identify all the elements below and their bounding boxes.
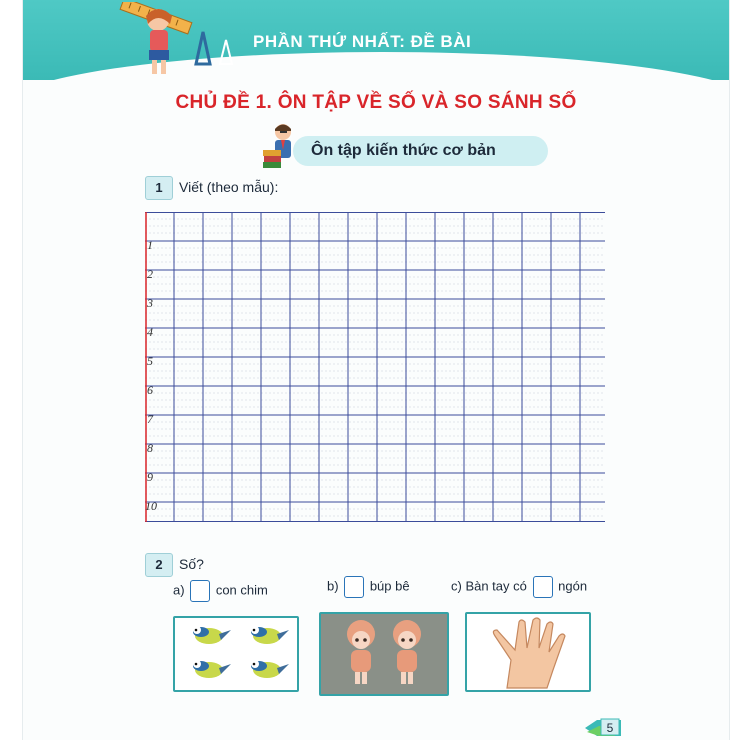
item-c-prefix: c) Bàn tay có xyxy=(451,578,527,594)
grid-row-label: 4 xyxy=(147,325,153,339)
grid-row-label: 10 xyxy=(145,499,157,513)
grid-row-label: 8 xyxy=(147,441,153,455)
two-dolls-illustration xyxy=(321,614,447,694)
open-hand-illustration xyxy=(467,614,589,690)
question-1-number: 1 xyxy=(145,176,173,200)
four-birds-illustration xyxy=(175,618,297,690)
section-title: Ôn tập kiến thức cơ bản xyxy=(311,142,496,159)
hand-picture-frame xyxy=(465,612,591,692)
question-1-prompt: Viết (theo mẫu): xyxy=(179,179,279,195)
grid-row-label: 6 xyxy=(147,383,153,397)
topic-title: CHỦ ĐỀ 1. ÔN TẬP VỀ SỐ VÀ SO SÁNH SỐ xyxy=(175,92,577,113)
grid-row-label: 3 xyxy=(147,296,153,310)
item-c-answer-box[interactable] xyxy=(533,576,553,598)
bird-icon xyxy=(193,660,231,678)
doll-icon xyxy=(347,620,375,684)
item-b-suffix: búp bê xyxy=(369,578,410,594)
item-b xyxy=(327,576,410,598)
item-c xyxy=(451,576,587,598)
item-a-answer-box[interactable] xyxy=(190,580,210,602)
grid-row-label: 5 xyxy=(147,354,153,368)
grid-row-label: 9 xyxy=(147,470,153,484)
birds-picture-frame xyxy=(173,616,299,692)
bird-icon xyxy=(251,660,289,678)
section-heading xyxy=(283,134,548,168)
item-b-prefix: b) xyxy=(327,578,339,594)
doll-icon xyxy=(393,620,421,684)
item-a-prefix: a) xyxy=(173,582,185,598)
item-b-answer-box[interactable] xyxy=(344,576,364,598)
item-c-suffix: ngón xyxy=(558,578,588,594)
teacher-with-books-icon xyxy=(261,120,301,170)
item-a-suffix: con chim xyxy=(215,582,268,598)
question-2-number: 2 xyxy=(145,553,173,577)
question-2-prompt: Số? xyxy=(179,556,204,572)
item-a xyxy=(173,580,268,602)
grid-row-label: 2 xyxy=(147,267,153,281)
bird-icon xyxy=(251,626,289,644)
header-banner xyxy=(23,0,729,80)
girl-with-ruler-illustration xyxy=(118,2,238,77)
workbook-page xyxy=(22,0,730,740)
handwriting-practice-grid[interactable] xyxy=(145,212,605,522)
header-title: PHẦN THỨ NHẤT: ĐỀ BÀI xyxy=(253,32,472,51)
bird-icon xyxy=(193,626,231,644)
grid-row-label: 1 xyxy=(147,238,153,252)
page-number-tab xyxy=(583,716,623,738)
grid-row-label: 7 xyxy=(147,412,153,426)
page-number: 5 xyxy=(606,721,614,735)
dolls-picture-frame xyxy=(319,612,449,696)
